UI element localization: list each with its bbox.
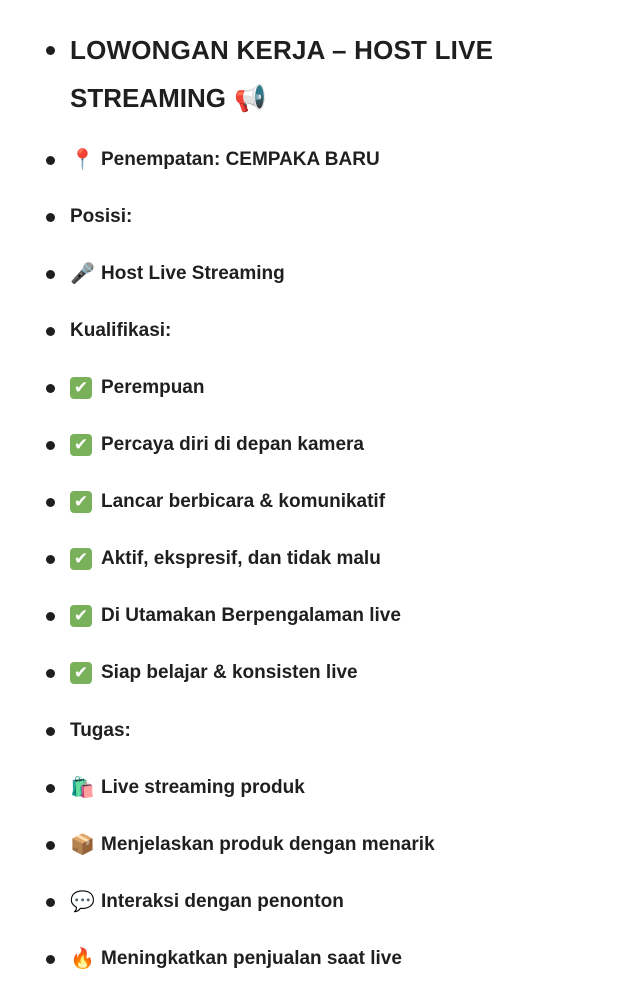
item-text: Perempuan <box>101 377 205 398</box>
bullet-icon <box>46 727 55 736</box>
check-mark-button-icon: ✔ <box>70 434 92 456</box>
list-item-title <box>0 36 624 64</box>
list-item-title-cont <box>0 83 624 113</box>
list-item-qualification <box>0 660 624 686</box>
bullet-icon <box>46 384 55 393</box>
bullet-icon <box>46 784 55 793</box>
title-line-2 <box>70 83 266 114</box>
item-text: Meningkatkan penjualan saat live <box>101 948 402 969</box>
item-text: Percaya diri di depan kamera <box>101 434 364 455</box>
bullet-icon <box>46 441 55 450</box>
list-item-qualification <box>0 375 624 401</box>
microphone-icon: 🎤 <box>70 263 95 285</box>
check-mark-button-icon: ✔ <box>70 548 92 570</box>
bullet-icon <box>46 955 55 964</box>
list-item-tasks-heading <box>0 718 624 744</box>
check-mark-button-icon: ✔ <box>70 377 92 399</box>
check-mark-button-icon: ✔ <box>70 605 92 627</box>
megaphone-icon: 📢 <box>234 82 267 113</box>
list-item-task <box>0 832 624 858</box>
item-text: Live streaming produk <box>101 777 305 798</box>
title-line-2-text: STREAMING <box>70 82 226 113</box>
bullet-icon <box>46 213 55 222</box>
title-line-1: LOWONGAN KERJA – HOST LIVE <box>70 34 494 65</box>
section-heading: Kualifikasi: <box>70 320 172 341</box>
check-mark-button-icon: ✔ <box>70 491 92 513</box>
list-item-placement <box>0 147 624 173</box>
fire-icon: 🔥 <box>70 948 95 970</box>
bullet-icon <box>46 841 55 850</box>
speech-balloon-icon: 💬 <box>70 891 95 913</box>
item-text: Di Utamakan Berpengalaman live <box>101 605 401 626</box>
bullet-icon <box>46 327 55 336</box>
item-text: Siap belajar & konsisten live <box>101 662 358 683</box>
shopping-bags-icon: 🛍️ <box>70 777 95 799</box>
list-item-task <box>0 775 624 801</box>
item-text: Menjelaskan produk dengan menarik <box>101 834 435 855</box>
bullet-icon <box>46 612 55 621</box>
bullet-icon <box>46 46 55 55</box>
round-pushpin-icon: 📍 <box>70 149 95 171</box>
list-item-position <box>0 261 624 287</box>
bullet-icon <box>46 669 55 678</box>
item-text: Lancar berbicara & komunikatif <box>101 491 386 512</box>
item-text: Penempatan: CEMPAKA BARU <box>101 149 380 170</box>
list-item-qualification <box>0 546 624 572</box>
bullet-icon <box>46 270 55 279</box>
section-heading: Posisi: <box>70 206 133 227</box>
check-mark-button-icon: ✔ <box>70 662 92 684</box>
package-icon: 📦 <box>70 834 95 856</box>
item-text: Host Live Streaming <box>101 263 285 284</box>
list-item-qualification <box>0 432 624 458</box>
item-text: Interaksi dengan penonton <box>101 891 344 912</box>
list-item-task <box>0 946 624 972</box>
list-item-task <box>0 889 624 915</box>
bullet-icon <box>46 498 55 507</box>
list-item-qualification-heading <box>0 318 624 344</box>
list-item-position-heading <box>0 204 624 230</box>
list-item-qualification <box>0 603 624 629</box>
section-heading: Tugas: <box>70 720 131 741</box>
list-item-qualification <box>0 489 624 515</box>
item-text: Aktif, ekspresif, dan tidak malu <box>101 548 381 569</box>
bullet-icon <box>46 898 55 907</box>
bullet-icon <box>46 555 55 564</box>
bullet-icon <box>46 156 55 165</box>
